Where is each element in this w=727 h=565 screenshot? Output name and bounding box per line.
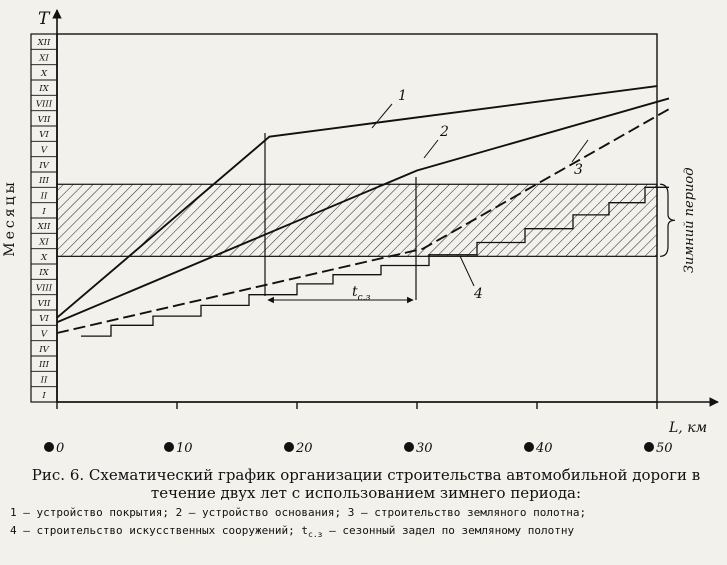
winter-band	[57, 168, 697, 274]
series-leader-2	[424, 140, 438, 158]
month-label: VI	[39, 314, 49, 325]
figure-number: Рис. 6.	[31, 466, 85, 484]
x-tick-label: 40	[536, 441, 553, 456]
series-leader-4	[460, 256, 474, 286]
x-tick-dot	[284, 442, 294, 452]
month-label: VII	[37, 298, 51, 309]
x-ticks	[44, 402, 673, 456]
month-scale	[31, 34, 57, 402]
series-label-1: 1	[398, 88, 407, 104]
month-label: XI	[39, 53, 49, 64]
y-axis-label: Месяцы	[2, 179, 18, 257]
note-2-part-a: 4 — строительство искусственных сооружений; t	[10, 524, 309, 537]
caption-note-1: 1 — устройство покрытия; 2 — устройство основания; 3 — строительство земляного полотна;	[10, 506, 587, 519]
series-label-3: 3	[574, 162, 583, 178]
month-label: XII	[37, 38, 51, 49]
month-label: VI	[39, 130, 49, 141]
figure-caption	[10, 466, 722, 542]
series-leader-3	[572, 140, 588, 162]
x-axis-label: L, км	[669, 420, 708, 436]
x-axis	[57, 402, 718, 436]
note-2-part-b: — сезонный задел по земляному полотну	[322, 524, 575, 537]
series-label-2: 2	[440, 124, 449, 140]
month-label: V	[40, 329, 48, 340]
month-label: IV	[39, 160, 49, 171]
x-tick-label: 30	[416, 441, 433, 456]
month-label: X	[40, 68, 48, 79]
month-label: XII	[37, 222, 51, 233]
month-label: VII	[37, 114, 51, 125]
note-2-subscript: с.з	[308, 530, 323, 539]
x-tick-dot	[44, 442, 54, 452]
x-tick-dot	[164, 442, 174, 452]
month-label: II	[40, 191, 48, 202]
caption-note-2	[10, 524, 722, 542]
month-label: IX	[39, 268, 49, 279]
series-label-4: 4	[474, 286, 483, 302]
month-label: VIII	[35, 283, 53, 294]
x-tick-label: 10	[176, 441, 193, 456]
month-label: III	[38, 360, 50, 371]
x-tick-dot	[644, 442, 654, 452]
y-axis-symbol: T	[38, 9, 50, 29]
winter-brace	[660, 184, 675, 256]
month-label: XI	[39, 237, 49, 248]
month-label: IX	[39, 84, 49, 95]
x-tick-label: 20	[296, 441, 313, 456]
month-label: I	[42, 390, 46, 401]
caption-text: Схематический график организации строительства автомобильной дороги в течение двух лет с использованием зимнего периода:	[88, 466, 701, 502]
month-label: II	[40, 375, 48, 386]
x-tick-label: 0	[56, 441, 65, 456]
month-label: VIII	[35, 99, 53, 110]
month-label: III	[38, 176, 50, 187]
month-label: I	[42, 206, 46, 217]
x-tick-label: 50	[656, 441, 673, 456]
month-label: V	[40, 145, 48, 156]
x-tick-dot	[404, 442, 414, 452]
tcz-label: $t_{с.з}$	[352, 284, 371, 303]
month-label: X	[40, 252, 48, 263]
month-label: IV	[39, 344, 49, 355]
caption-title	[10, 466, 722, 502]
series-leader-1	[372, 104, 392, 128]
winter-period-label: Зимний период	[682, 167, 697, 274]
x-tick-dot	[524, 442, 534, 452]
